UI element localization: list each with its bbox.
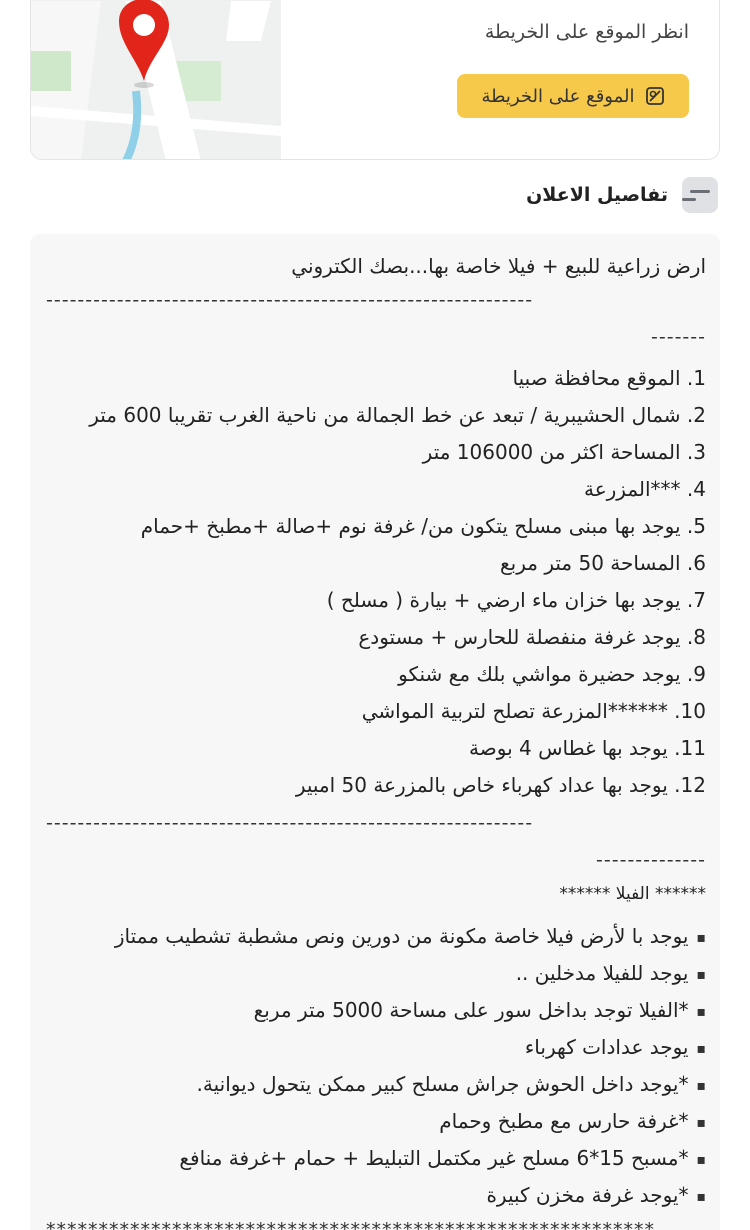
list-item: 2. شمال الحشيبرية / تبعد عن خط الجمالة من ناحية الغرب تقريبا 600 متر bbox=[89, 403, 706, 427]
villa-heading: ****** الفيلا ****** bbox=[559, 884, 706, 904]
list-item: 4. ***المزرعة bbox=[583, 477, 706, 501]
separator-line: -------------------------------------------------------------- bbox=[46, 289, 534, 311]
details-section-header bbox=[526, 176, 718, 214]
ad-headline: ارض زراعية للبيع + فيلا خاصة بها...بصك الكتروني bbox=[291, 254, 706, 278]
section-title: تفاصيل الاعلان bbox=[526, 184, 668, 206]
list-item: 8. يوجد غرفة منفصلة للحارس + مستودع bbox=[358, 625, 706, 649]
list-item: ▪ *يوجد غرفة مخزن كبيرة bbox=[486, 1183, 706, 1207]
list-item: 12. يوجد بها عداد كهرباء خاص بالمزرعة 50 امبير bbox=[295, 773, 706, 797]
list-item: 6. المساحة 50 متر مربع bbox=[500, 551, 706, 575]
view-on-map-button[interactable] bbox=[457, 74, 689, 118]
list-item: ▪ *الفيلا توجد بداخل سور على مساحة 5000 متر مربع bbox=[254, 998, 706, 1022]
list-item: 3. المساحة اكثر من 106000 متر bbox=[422, 440, 706, 464]
list-item: 7. يوجد بها خزان ماء ارضي + بيارة ( مسلح ) bbox=[326, 588, 706, 612]
separator-line: -------------------------------------------------------------- bbox=[46, 812, 534, 834]
stars-separator: ********************************************************** bbox=[46, 1219, 655, 1230]
list-item: ▪ *يوجد داخل الحوش جراش مسلح كبير ممكن يتحول ديوانية. bbox=[197, 1072, 706, 1096]
map-thumbnail[interactable] bbox=[31, 0, 281, 160]
map-caption: انظر الموقع على الخريطة bbox=[484, 21, 689, 43]
list-item: ▪ يوجد للفيلا مدخلين .. bbox=[516, 961, 706, 985]
list-item: 9. يوجد حضيرة مواشي بلك مع شنكو bbox=[398, 662, 706, 686]
list-item: ▪ *غرفة حارس مع مطبخ وحمام bbox=[439, 1109, 706, 1133]
list-item: ▪ يوجد عدادات كهرباء bbox=[525, 1035, 706, 1059]
list-item: ▪ يوجد با لأرض فيلا خاصة مكونة من دورين ونص مشطبة تشطيب ممتاز bbox=[115, 924, 706, 948]
map-icon bbox=[645, 86, 665, 106]
list-item: 10. ******المزرعة تصلح لتربية المواشي bbox=[361, 699, 706, 723]
list-item: 1. الموقع محافظة صبيا bbox=[512, 366, 706, 390]
list-icon bbox=[682, 177, 718, 213]
separator-tail: -------------- bbox=[596, 849, 706, 871]
list-item: 5. يوجد بها مبنى مسلح يتكون من/ غرفة نوم +صالة +مطبخ +حمام bbox=[140, 514, 706, 538]
separator-tail: ------- bbox=[651, 326, 706, 348]
map-illustration bbox=[31, 0, 281, 160]
list-item: ▪ *مسبح 15*6 مسلح غير مكتمل التبليط + حمام +غرفة منافع bbox=[179, 1146, 706, 1170]
view-on-map-label: الموقع على الخريطة bbox=[481, 85, 635, 107]
list-item: 11. يوجد بها غطاس 4 بوصة bbox=[469, 736, 706, 760]
ad-details bbox=[30, 234, 720, 1230]
map-card[interactable] bbox=[30, 0, 720, 160]
